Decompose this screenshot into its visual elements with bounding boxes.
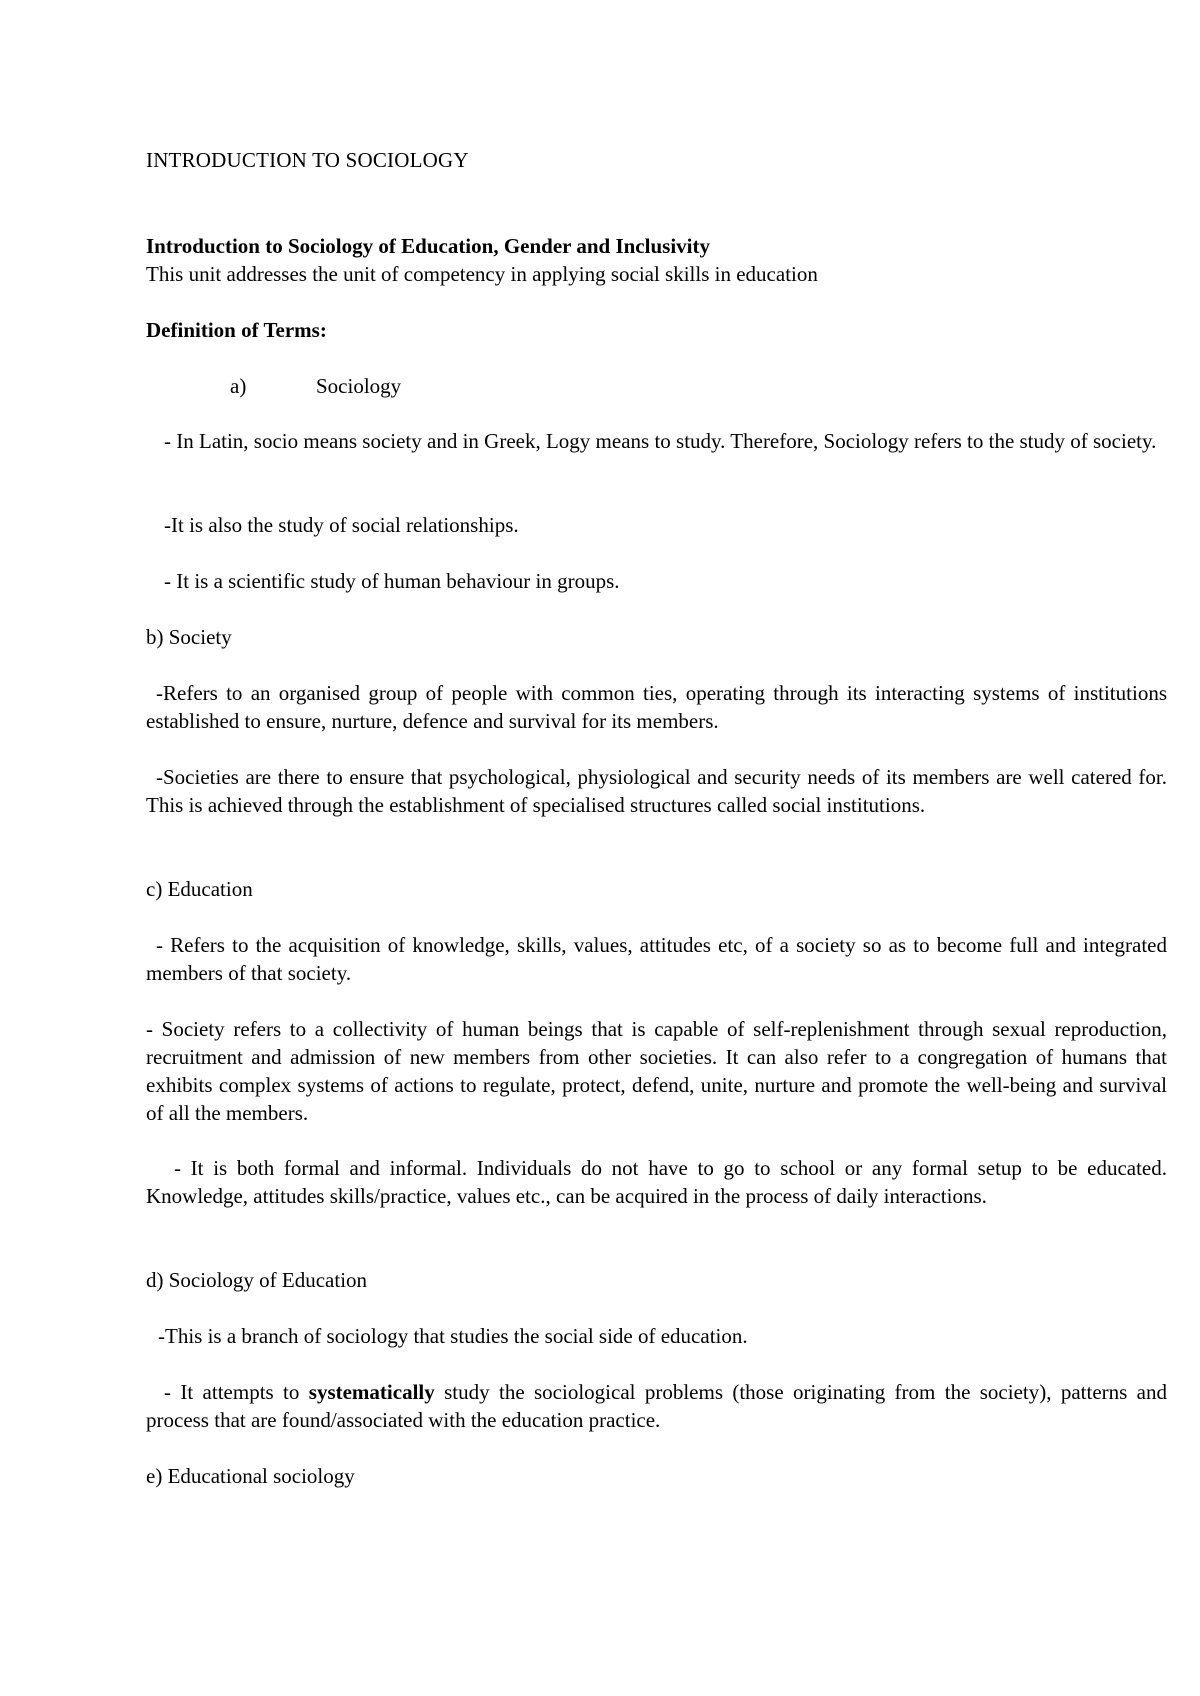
term-b-point-1: -Refers to an organised group of people with common ties, operating through its interacting systems of institutions established to ensure, nurture, defence and survival for its members. (146, 681, 1167, 733)
term-d-point-1: -This is a branch of sociology that studies the social side of education. (158, 1324, 748, 1348)
term-a-point-1: - In Latin, socio means society and in Greek, Logy means to study. Therefore, Sociology refers to the study of society. (164, 429, 1157, 453)
term-c-point-3: - It is both formal and informal. Individuals do not have to go to school or any formal setup to be educated. Knowledge, attitudes skills/practice, values etc., can be acquired in the process of daily interactions. (146, 1156, 1167, 1208)
unit-subtitle: Introduction to Sociology of Education, Gender and Inclusivity (146, 234, 710, 258)
term-d-point-2-end: study the sociological problems (those originating from the society), patterns and process that are found/associated with the education practice. (146, 1380, 1167, 1432)
term-d-emphasis: systematically (308, 1380, 435, 1404)
term-b-point-2: -Societies are there to ensure that psychological, physiological and security needs of its members are well catered for. This is achieved through the establishment of specialised structures called social institutions. (146, 765, 1167, 817)
unit-intro: This unit addresses the unit of competency in applying social skills in education (146, 262, 818, 286)
term-a-label: a) (230, 374, 247, 398)
definitions-heading: Definition of Terms: (146, 318, 327, 342)
term-d-heading: d) Sociology of Education (146, 1268, 368, 1292)
term-c-point-2: - Society refers to a collectivity of human beings that is capable of self-replenishment through sexual reproduction, recruitment and admission of new members from other societies. It can also refer to a congregation of humans that exhibits complex systems of actions to regulate, protect, defend, unite, nurture and promote the well-being and survival of all the members. (146, 1017, 1167, 1125)
term-a-point-3: - It is a scientific study of human behaviour in groups. (164, 569, 620, 593)
term-b-heading: b) Society (146, 625, 232, 649)
term-c-heading: c) Education (146, 877, 253, 901)
term-e-heading: e) Educational sociology (146, 1464, 355, 1488)
term-d-point-2 (146, 1378, 1167, 1434)
term-a-point-2: -It is also the study of social relationships. (164, 513, 519, 537)
term-c-point-1: - Refers to the acquisition of knowledge, skills, values, attitudes etc, of a society so as to become full and integrated members of that society. (146, 933, 1167, 985)
term-d-point-2-start: - It attempts to (164, 1380, 309, 1404)
term-a-name: Sociology (316, 374, 402, 398)
document-title: INTRODUCTION TO SOCIOLOGY (146, 148, 469, 172)
